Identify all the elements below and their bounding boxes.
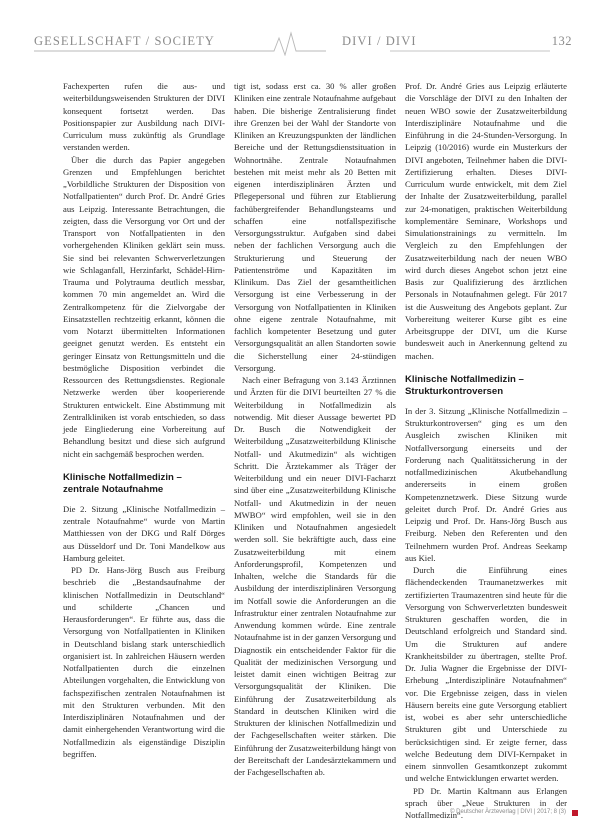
page-number: 132 [551, 34, 572, 48]
heading-line: zentrale Notaufnahme [63, 484, 164, 496]
page-footer [400, 808, 580, 820]
running-header [30, 30, 576, 56]
paragraph: Prof. Dr. André Gries aus Leipzig erläuterte die Vorschläge der DIVI zu den Inhalten der neuen WBO sowie der Zusatzweiterbildung Interdisziplinäre Notaufnahme und die Einführung in die 24-Stunden-Versorgung. In Leipzig (10/2016) wurde ein Musterkurs der DIVI angeboten, Teilnehmer haben die DIVI-Zertifizierung erhalten. Dieses DIVI-Curriculum wurde entwickelt, mit dem Ziel der Inhalte der Zusatzweiterbildung, parallel zur 24-monatigen, praktischen Weiterbildung komplementäre Seminare, Workshops und Simulationstrainings zu vermitteln. Im Vergleich zu den Empfehlungen der Zusatzweiterbildung nach der neuen WBO wird durch dieses Angebot schon jetzt eine Basis zur Qualifizierung des ärztlichen Personals in Notaufnahmen gelegt. Für 2017 ist die Ausweitung des Angebots geplant. Zur Vorbereitung weiterer Kurse gibt es eine Arbeitsgruppe der DIVI, um die Kurse bundesweit auch in Anerkennung geltend zu machen. [405, 81, 567, 361]
paragraph: Nach einer Befragung von 3.143 Ärztinnen und Ärzten für die DIVI beurteilten 27 % die Weiterbildung in Notfallmedizin als notwendig. Mit dieser Aussage bewertet PD Dr. Busch die Notwendigkeit der Weiterbildung „Zusatzweiterbildung Klinische Notfall- und Akutmedizin“ als wichtigen Schritt. Die Ärztekammer als Träger der Weiterbildung und ein neuer DIVI-Facharzt sind über eine „Zusatzweiterbildung Klinische Notfall- und Akutmedizin in der neuen MWBO“ wird empfohlen, weil sie in den Kliniken und Notaufnahmen angesiedelt werden soll. Sie bekräftigte auch, dass eine Zusatzweiterbildung mit einem Anforderungsprofil, Kompetenzen und Inhalten, welche die Standards für die Ausbildung der interdisziplinären Versorgung im Notfall sowie die Anforderungen an die Infrastruktur einer zentralen Notaufnahme zur Anwendung kommen würde. Eine zentrale Notaufnahme ist in der ganzen Versorgung und Diagnostik ein entscheidender Faktor für die Qualität der medizinischen Versorgung und leistet damit einen wichtigen Beitrag zur Versorgungsqualität der Kliniken. Die Einführung der Zusatzweiterbildung als Standard in deutschen Kliniken wird die Strukturen der klinischen Notfallmedizin und der Fachgesellschaften weiter stärken. Die Einführung der Zusatzweiterbildung hängt von der Bereitschaft der Landesärztekammern und der Fachgesellschaften ab. [234, 375, 396, 777]
paragraph: PD Dr. Martin Kaltmann aus Erlangen sprach über „Neue Strukturen in der Notfallmedizin“. [405, 785, 567, 820]
text-column-1 [63, 80, 225, 760]
section-heading [405, 374, 567, 399]
paragraph: Fachexperten rufen die aus- und weiterbildungsweisenden Strukturen der DIVI konsequent fortsetzt werden. Das Positionspapier zur Ausbildung nach DIVI-Curriculum muss zukünftig als Grundlage verstanden werden. [63, 81, 225, 153]
paragraph: PD Dr. Hans-Jörg Busch aus Freiburg beschrieb die „Bestandsaufnahme der klinischen Notfallmedizin in Deutschland“ und schilderte „Chancen und Herausforderungen“. Er führte aus, dass die Versorgung von Notfallpatienten in Kliniken in Deutschland bislang stark unterschiedlich organisiert ist. In zahlreichen Häusern werden Notfallpatienten durch die einzelnen Abteilungen vorgehalten, die Entwicklung von fachspezifischen zentralen Notaufnahmen ist mit den Strukturen verbunden. Mit den Interdisziplinären Notaufnahmen und der damit einhergehenden Verantwortung wird die Notfallmedizin als eigenständige Disziplin begriffen. [63, 565, 225, 759]
paragraph: Über die durch das Papier angegeben Grenzen und Empfehlungen berichtet „Vorbildliche Strukturen der Disposition von Notfallpatienten“ durch Prof. Dr. André Gries aus Leipzig. Interessante Betrachtungen, die zeigten, dass die Versorgung vor Ort und der Transport von Notfallpatienten in den vorhergehenden Kliniken geklärt sein muss. Sie sind bei relevanten Schwerverletzungen wie Schlaganfall, Herzinfarkt, Schädel-Hirn-Trauma und Polytrauma deutlich messbar, kommen 70 min angemeldet an. Wird die Zentralkompetenz für die Zielvorgabe der Einsatzstellen rechtzeitig erkannt, können die vom Notarzt übermittelten Informationen geeignet genutzt werden. Es entsteht ein geringer Einsatz von Rettungsmitteln und die bestmögliche Disposition verbindet die Ressourcen des Rettungsdienstes. Regionale Netzwerke werden über kooperierende Strukturen entwickelt. Eine Abstimmung mit Zentralkliniken ist vorab entschieden, so dass jede Eingliederung eine Vorbereitung auf Behandlung besitzt und diese sich aufgrund nicht ein sachgemäß besprochen werden. [63, 154, 225, 459]
footer-citation: © Deutscher Ärzteverlag | DIVI | 2017; 8 (3) [450, 809, 566, 815]
heading-line: Klinische Notfallmedizin – [405, 373, 524, 385]
paragraph: Die 2. Sitzung „Klinische Notfallmedizin – zentrale Notaufnahme“ wurde von Martin Matthiessen von der DKG und Ralf Dörges aus Düsseldorf und Dr. Toni Mandelkow aus Hamburg geleitet. [63, 503, 225, 563]
heading-line: Strukturkontroversen [405, 386, 504, 398]
paragraph: tigt ist, sodass erst ca. 30 % aller großen Kliniken eine zentrale Notaufnahme aufgebaut haben. Die bisherige Zentralisierung findet ihre Grenzen bei der Wahl der Standorte von Kliniken an Kreuzungspunkten der ländlichen Bereiche und der Rettungsdienstsituation in Wohnortnähe. Zentrale Notaufnahmen bestehen mit meist mehr als 20 Betten mit eigenen interdisziplinären Ärzten und Pflegepersonal und führen zur Etablierung fachübergreifender Behandlungsteams und schaffen eine notfallspezifische Versorgungsstruktur. Aufgaben sind dabei neben der fachlichen Versorgung auch die Strukturierung und Steuerung der Patientenströme und Kapazitäten im Klinikum. Das Ziel der gesamtheitlichen Versorgung ist eine Verbesserung in der Versorgung von Notfallpatienten in Kliniken ohne eigene zentrale Notaufnahme, mit fachlich kompetenter Besetzung und guter Versorgungsqualität an allen Standorten sowie die Sicherstellung einer 24-stündigen Versorgung. [234, 81, 396, 373]
text-column-2 [234, 80, 396, 778]
footer-square-icon [572, 810, 578, 816]
section-title: GESELLSCHAFT / SOCIETY [34, 34, 215, 48]
heading-line: Klinische Notfallmedizin – [63, 471, 182, 483]
section-heading [63, 472, 225, 497]
journal-title: DIVI / DIVI [342, 34, 417, 48]
paragraph: In der 3. Sitzung „Klinische Notfallmedizin – Strukturkontroversen“ ging es um den Ausgleich zwischen Kliniken mit Notfallversorgung einerseits und der Forderung nach Qualitätssicherung in der notfallmedizinischen Akutbehandlung andererseits in einem großen Kompetenznetzwerk. Diese Sitzung wurde geleitet durch Prof. Dr. André Gries aus Leipzig und Prof. Dr. Hans-Jörg Busch aus Freiburg. Neben den Referenten und den Teilnehmern wurden Prof. Andreas Seekamp aus Kiel. [405, 405, 567, 563]
paragraph: Durch die Einführung eines flächendeckenden Traumanetzwerkes mit zertifizierten Traumazentren sind heute für die Versorgung von Schwerverletzten bundesweit Strukturen geschaffen worden, die in Deutschland erfolgreich und Standard sind. Um die Strukturen auf andere Krankheitsbilder zu übertragen, stellte Prof. Dr. Julia Wagner die Ergebnisse der DIVI-Erhebung „Interdisziplinäre Notaufnahmen“ vor. Die Ergebnisse zeigen, dass in vielen Häusern bereits eine gute Versorgung etabliert ist, wobei es aber sehr unterschiedliche Strukturen gibt und Unterschiede zu berücksichtigen sind. Er zeigte ferner, dass welche Bedeutung dem DIVI-Kernpaket in einem sinnvollen Gesamtkonzept zukommt und welche Entwicklungen erwartet werden. [405, 565, 567, 784]
text-column-3 [405, 80, 567, 821]
heartbeat-line-icon [30, 30, 576, 56]
